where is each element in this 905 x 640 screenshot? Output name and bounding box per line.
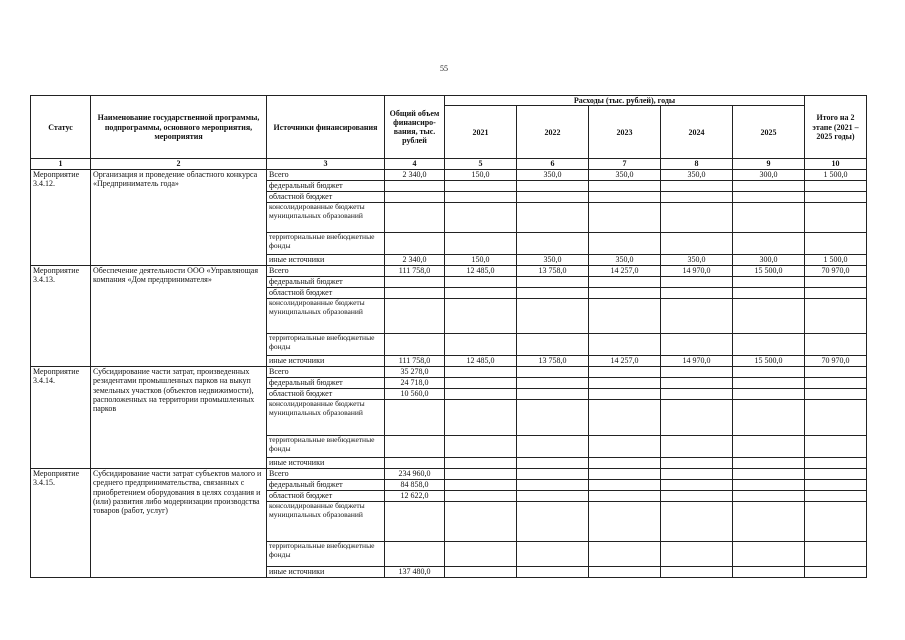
total-amount-cell: [385, 203, 445, 233]
total-amount-cell: 111 758,0: [385, 356, 445, 367]
year-amount-cell: [517, 299, 589, 334]
stage-total-cell: [805, 400, 867, 436]
year-amount-cell: [517, 203, 589, 233]
year-amount-cell: [445, 502, 517, 542]
source-label: консолидированные бюджеты муниципальных образований: [267, 400, 385, 436]
year-amount-cell: [517, 400, 589, 436]
year-amount-cell: [517, 367, 589, 378]
column-index: 1: [31, 159, 91, 170]
year-amount-cell: [517, 192, 589, 203]
year-amount-cell: [445, 378, 517, 389]
measure-status: Мероприятие 3.4.13.: [31, 266, 91, 367]
year-amount-cell: [589, 181, 661, 192]
year-amount-cell: [589, 400, 661, 436]
header-total: Общий объем финансиро-вания, тыс. рублей: [385, 96, 445, 159]
year-amount-cell: 14 257,0: [589, 356, 661, 367]
total-amount-cell: 111 758,0: [385, 266, 445, 277]
stage-total-cell: [805, 181, 867, 192]
year-amount-cell: [733, 367, 805, 378]
year-amount-cell: [445, 299, 517, 334]
total-amount-cell: [385, 436, 445, 458]
stage-total-cell: [805, 480, 867, 491]
year-amount-cell: [661, 469, 733, 480]
year-amount-cell: [661, 334, 733, 356]
stage-total-cell: 1 500,0: [805, 255, 867, 266]
year-amount-cell: [733, 389, 805, 400]
year-amount-cell: [445, 491, 517, 502]
stage-total-cell: [805, 502, 867, 542]
year-amount-cell: [589, 389, 661, 400]
year-amount-cell: [733, 378, 805, 389]
year-amount-cell: 350,0: [589, 255, 661, 266]
year-amount-cell: [661, 400, 733, 436]
year-amount-cell: [661, 389, 733, 400]
year-amount-cell: [661, 367, 733, 378]
year-amount-cell: [517, 277, 589, 288]
year-amount-cell: [589, 203, 661, 233]
year-amount-cell: [445, 389, 517, 400]
column-index: 10: [805, 159, 867, 170]
source-label: областной бюджет: [267, 491, 385, 502]
year-amount-cell: [517, 491, 589, 502]
stage-total-cell: [805, 469, 867, 480]
year-amount-cell: [589, 299, 661, 334]
year-amount-cell: [445, 192, 517, 203]
total-amount-cell: [385, 192, 445, 203]
total-amount-cell: [385, 299, 445, 334]
year-amount-cell: [661, 480, 733, 491]
total-amount-cell: 35 278,0: [385, 367, 445, 378]
year-amount-cell: 150,0: [445, 170, 517, 181]
year-amount-cell: [517, 288, 589, 299]
year-amount-cell: [589, 491, 661, 502]
year-amount-cell: 13 758,0: [517, 266, 589, 277]
stage-total-cell: [805, 491, 867, 502]
total-amount-cell: 12 622,0: [385, 491, 445, 502]
measure-name: Обеспечение деятельности ООО «Управляющая компания «Дом предпринимателя»: [91, 266, 267, 367]
year-amount-cell: [733, 192, 805, 203]
total-amount-cell: [385, 542, 445, 567]
year-amount-cell: [517, 469, 589, 480]
year-amount-cell: [517, 233, 589, 255]
total-amount-cell: 2 340,0: [385, 255, 445, 266]
year-amount-cell: 300,0: [733, 170, 805, 181]
stage-total-cell: 70 970,0: [805, 356, 867, 367]
total-amount-cell: [385, 400, 445, 436]
year-amount-cell: [445, 400, 517, 436]
header-name: Наименование государственной программы, подпрограммы, основного мероприятия, мероприятия: [91, 96, 267, 159]
source-label: территориальные внебюджетные фонды: [267, 334, 385, 356]
measure-name: Субсидирование части затрат, произведенных резидентами промышленных парков на выкуп земельных участков (объектов недвижимости), расположенных на территории промышленных парков: [91, 367, 267, 469]
year-amount-cell: 12 485,0: [445, 356, 517, 367]
year-amount-cell: [661, 542, 733, 567]
year-amount-cell: [517, 436, 589, 458]
stage-total-cell: [805, 192, 867, 203]
total-amount-cell: [385, 181, 445, 192]
financing-table: [30, 95, 867, 578]
source-label: иные источники: [267, 567, 385, 578]
year-amount-cell: 14 970,0: [661, 356, 733, 367]
year-amount-cell: [733, 334, 805, 356]
stage-total-cell: 1 500,0: [805, 170, 867, 181]
year-amount-cell: [733, 436, 805, 458]
header-year: 2025: [733, 106, 805, 159]
year-amount-cell: [733, 299, 805, 334]
source-label: Всего: [267, 170, 385, 181]
stage-total-cell: [805, 203, 867, 233]
year-amount-cell: [589, 334, 661, 356]
stage-total-cell: [805, 436, 867, 458]
year-amount-cell: [661, 436, 733, 458]
total-amount-cell: [385, 502, 445, 542]
source-label: областной бюджет: [267, 389, 385, 400]
year-amount-cell: [661, 491, 733, 502]
total-amount-cell: [385, 277, 445, 288]
year-amount-cell: [589, 436, 661, 458]
source-label: федеральный бюджет: [267, 378, 385, 389]
year-amount-cell: [445, 288, 517, 299]
year-amount-cell: [517, 502, 589, 542]
column-index: 3: [267, 159, 385, 170]
total-amount-cell: [385, 334, 445, 356]
total-amount-cell: [385, 288, 445, 299]
source-label: Всего: [267, 469, 385, 480]
column-index: 2: [91, 159, 267, 170]
total-amount-cell: [385, 458, 445, 469]
year-amount-cell: [661, 378, 733, 389]
year-amount-cell: 14 257,0: [589, 266, 661, 277]
year-amount-cell: [445, 458, 517, 469]
year-amount-cell: [661, 502, 733, 542]
header-year: 2022: [517, 106, 589, 159]
table-row: [31, 469, 867, 480]
source-label: территориальные внебюджетные фонды: [267, 233, 385, 255]
year-amount-cell: [661, 192, 733, 203]
source-label: федеральный бюджет: [267, 277, 385, 288]
year-amount-cell: 13 758,0: [517, 356, 589, 367]
header-year: 2024: [661, 106, 733, 159]
year-amount-cell: [445, 233, 517, 255]
source-label: областной бюджет: [267, 288, 385, 299]
stage-total-cell: [805, 542, 867, 567]
stage-total-cell: [805, 299, 867, 334]
header-stage-total: Итого на 2 этапе (2021 – 2025 годы): [805, 96, 867, 159]
year-amount-cell: [589, 378, 661, 389]
total-amount-cell: 2 340,0: [385, 170, 445, 181]
source-label: Всего: [267, 367, 385, 378]
stage-total-cell: [805, 277, 867, 288]
year-amount-cell: 12 485,0: [445, 266, 517, 277]
year-amount-cell: [517, 334, 589, 356]
measure-name: Организация и проведение областного конкурса «Предприниматель года»: [91, 170, 267, 266]
year-amount-cell: [445, 436, 517, 458]
stage-total-cell: [805, 367, 867, 378]
year-amount-cell: [589, 542, 661, 567]
year-amount-cell: [589, 458, 661, 469]
year-amount-cell: [589, 480, 661, 491]
year-amount-cell: [733, 480, 805, 491]
year-amount-cell: [733, 491, 805, 502]
year-amount-cell: [733, 502, 805, 542]
year-amount-cell: [661, 288, 733, 299]
source-label: Всего: [267, 266, 385, 277]
year-amount-cell: 350,0: [589, 170, 661, 181]
year-amount-cell: [661, 203, 733, 233]
column-index: 8: [661, 159, 733, 170]
year-amount-cell: 150,0: [445, 255, 517, 266]
page-number: 55: [440, 64, 448, 73]
total-amount-cell: 234 960,0: [385, 469, 445, 480]
column-index: 4: [385, 159, 445, 170]
column-index: 7: [589, 159, 661, 170]
year-amount-cell: [733, 203, 805, 233]
stage-total-cell: [805, 334, 867, 356]
year-amount-cell: [589, 192, 661, 203]
year-amount-cell: [733, 469, 805, 480]
header-sources: Источники финансирования: [267, 96, 385, 159]
source-label: иные источники: [267, 356, 385, 367]
year-amount-cell: [517, 567, 589, 578]
year-amount-cell: 350,0: [517, 170, 589, 181]
total-amount-cell: 10 560,0: [385, 389, 445, 400]
year-amount-cell: [733, 233, 805, 255]
year-amount-cell: [517, 480, 589, 491]
measure-status: Мероприятие 3.4.12.: [31, 170, 91, 266]
year-amount-cell: 15 500,0: [733, 266, 805, 277]
year-amount-cell: [445, 542, 517, 567]
year-amount-cell: [733, 277, 805, 288]
stage-total-cell: [805, 567, 867, 578]
source-label: консолидированные бюджеты муниципальных образований: [267, 502, 385, 542]
source-label: иные источники: [267, 458, 385, 469]
header-expenses: Расходы (тыс. рублей), годы: [445, 96, 805, 106]
year-amount-cell: [445, 334, 517, 356]
stage-total-cell: [805, 378, 867, 389]
year-amount-cell: [589, 288, 661, 299]
source-label: консолидированные бюджеты муниципальных образований: [267, 203, 385, 233]
year-amount-cell: [661, 277, 733, 288]
stage-total-cell: [805, 389, 867, 400]
source-label: федеральный бюджет: [267, 480, 385, 491]
stage-total-cell: [805, 288, 867, 299]
year-amount-cell: [589, 502, 661, 542]
column-index: 6: [517, 159, 589, 170]
column-index: 5: [445, 159, 517, 170]
year-amount-cell: [661, 299, 733, 334]
year-amount-cell: [445, 277, 517, 288]
year-amount-cell: 15 500,0: [733, 356, 805, 367]
header-status: Статус: [31, 96, 91, 159]
year-amount-cell: [733, 458, 805, 469]
year-amount-cell: [445, 181, 517, 192]
source-label: федеральный бюджет: [267, 181, 385, 192]
year-amount-cell: 300,0: [733, 255, 805, 266]
source-label: иные источники: [267, 255, 385, 266]
year-amount-cell: [445, 480, 517, 491]
year-amount-cell: 14 970,0: [661, 266, 733, 277]
source-label: территориальные внебюджетные фонды: [267, 436, 385, 458]
year-amount-cell: [733, 542, 805, 567]
stage-total-cell: 70 970,0: [805, 266, 867, 277]
table-row: [31, 367, 867, 378]
year-amount-cell: [589, 469, 661, 480]
year-amount-cell: [733, 400, 805, 436]
year-amount-cell: 350,0: [661, 255, 733, 266]
year-amount-cell: [589, 567, 661, 578]
table-row: [31, 266, 867, 277]
year-amount-cell: [661, 567, 733, 578]
measure-status: Мероприятие 3.4.14.: [31, 367, 91, 469]
total-amount-cell: 137 480,0: [385, 567, 445, 578]
total-amount-cell: 24 718,0: [385, 378, 445, 389]
year-amount-cell: [589, 367, 661, 378]
year-amount-cell: 350,0: [661, 170, 733, 181]
measure-name: Субсидирование части затрат субъектов малого и среднего предпринимательства, связанных с приобретением оборудования в целях создания и (или) развития либо модернизации производства товаров (работ, услуг): [91, 469, 267, 578]
column-index: 9: [733, 159, 805, 170]
year-amount-cell: [661, 233, 733, 255]
source-label: территориальные внебюджетные фонды: [267, 542, 385, 567]
total-amount-cell: [385, 233, 445, 255]
year-amount-cell: [517, 542, 589, 567]
year-amount-cell: [589, 233, 661, 255]
year-amount-cell: [733, 567, 805, 578]
year-amount-cell: [517, 458, 589, 469]
year-amount-cell: [517, 378, 589, 389]
year-amount-cell: [661, 458, 733, 469]
year-amount-cell: [661, 181, 733, 192]
year-amount-cell: [445, 469, 517, 480]
stage-total-cell: [805, 458, 867, 469]
year-amount-cell: [445, 203, 517, 233]
year-amount-cell: [445, 567, 517, 578]
column-index-row: [31, 159, 867, 170]
source-label: консолидированные бюджеты муниципальных образований: [267, 299, 385, 334]
total-amount-cell: 84 858,0: [385, 480, 445, 491]
header-year: 2021: [445, 106, 517, 159]
year-amount-cell: [445, 367, 517, 378]
source-label: областной бюджет: [267, 192, 385, 203]
header-year: 2023: [589, 106, 661, 159]
table-row: [31, 170, 867, 181]
stage-total-cell: [805, 233, 867, 255]
year-amount-cell: [733, 288, 805, 299]
measure-status: Мероприятие 3.4.15.: [31, 469, 91, 578]
year-amount-cell: [733, 181, 805, 192]
year-amount-cell: [589, 277, 661, 288]
year-amount-cell: [517, 389, 589, 400]
year-amount-cell: 350,0: [517, 255, 589, 266]
year-amount-cell: [517, 181, 589, 192]
